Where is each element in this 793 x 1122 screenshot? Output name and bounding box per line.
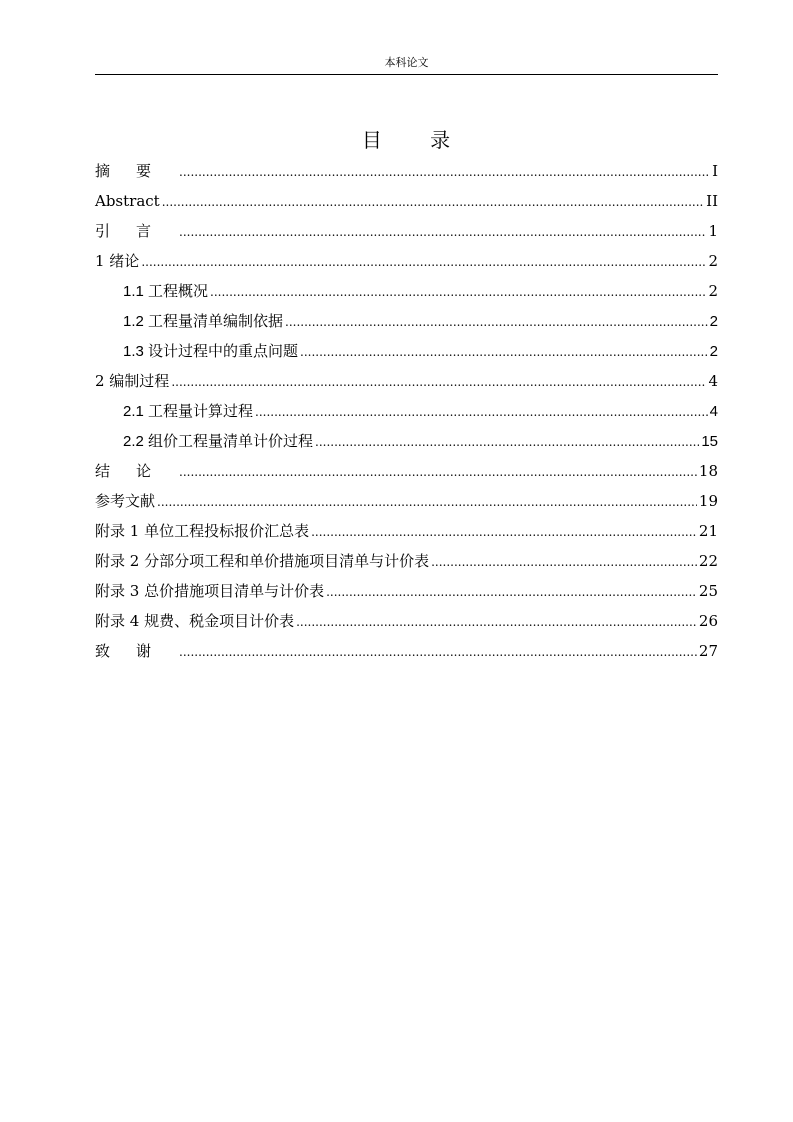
toc-entry-page: II [706,192,718,210]
toc-dot-leader [431,546,697,577]
toc-entry-page: 2 [709,313,718,330]
toc-dot-leader [300,336,708,367]
toc-dot-leader [179,636,697,667]
toc-entry-label: 1.3 设计过程中的重点问题 [123,343,299,360]
toc-dot-leader [210,276,706,307]
toc-entry-label: 引言 [95,222,178,240]
toc-entry-page: 15 [701,433,718,450]
toc-dot-leader [162,186,704,217]
toc-entry-label: 1.2 工程量清单编制依据 [123,313,284,330]
toc-entry-appendix-1[interactable] [95,516,718,546]
toc-entry-page: 19 [698,492,718,510]
toc-entry-page: 27 [698,642,718,660]
toc-entry-acknowledgements[interactable] [95,636,718,666]
toc-entry-section-2-1[interactable] [95,396,718,426]
toc-entry-page: 22 [698,552,718,570]
toc-entry-label: 1 绪论 [95,252,140,270]
toc-entry-label: 2 编制过程 [95,372,170,390]
toc-dot-leader [157,486,697,517]
toc-entry-section-1-3[interactable] [95,336,718,366]
toc-entry-page: 4 [709,403,718,420]
toc-dot-leader [141,246,706,277]
toc-dot-leader [311,516,697,547]
toc-entry-chapter-2[interactable] [95,366,718,396]
toc-entry-chapter-1[interactable] [95,246,718,276]
toc-entry-abstract-en[interactable] [95,186,718,216]
toc-entry-label: 附录 3 总价措施项目清单与计价表 [95,582,325,600]
toc-dot-leader [179,156,710,187]
toc-dot-leader [296,606,697,637]
toc-entry-label: 2.1 工程量计算过程 [123,403,254,420]
toc-dot-leader [326,576,697,607]
toc-dot-leader [179,456,697,487]
toc-entry-page: 26 [698,612,718,630]
toc-dot-leader [171,366,706,397]
toc-entry-label: 摘要 [95,162,178,180]
toc-entry-section-2-2[interactable] [95,426,718,456]
toc-entry-label: 附录 2 分部分项工程和单价措施项目清单与计价表 [95,552,430,570]
toc-entry-conclusion[interactable] [95,456,718,486]
toc-entry-page: I [712,162,718,180]
toc-title: 目 录 [361,128,452,152]
toc-entry-page: 2 [708,252,718,270]
toc-entry-introduction[interactable] [95,216,718,246]
header-rule [95,74,718,75]
toc-entry-label: 参考文献 [95,492,156,510]
toc-entry-label: 附录 4 规费、税金项目计价表 [95,612,295,630]
toc-entry-label: 2.2 组价工程量清单计价过程 [123,433,314,450]
toc-dot-leader [315,426,699,457]
toc-entry-page: 25 [698,582,718,600]
toc-entry-label: 1.1 工程概况 [123,283,209,300]
toc-entry-section-1-2[interactable] [95,306,718,336]
toc-dot-leader [255,396,708,427]
toc-entry-appendix-3[interactable] [95,576,718,606]
toc-entry-label: 附录 1 单位工程投标报价汇总表 [95,522,310,540]
toc-entry-page: 21 [698,522,718,540]
toc-dot-leader [179,216,706,247]
toc-entry-appendix-2[interactable] [95,546,718,576]
toc-entry-section-1-1[interactable] [95,276,718,306]
toc-entry-appendix-4[interactable] [95,606,718,636]
toc-entry-page: 2 [708,282,718,300]
table-of-contents [95,156,718,666]
toc-entry-page: 18 [698,462,718,480]
toc-dot-leader [285,306,708,337]
toc-entry-page: 4 [708,372,718,390]
running-header: 本科论文 [384,56,429,69]
toc-entry-label: 结论 [95,462,178,480]
toc-entry-label: Abstract [95,192,160,210]
toc-entry-page: 1 [708,222,718,240]
toc-entry-page: 2 [709,343,718,360]
toc-entry-abstract-cn[interactable] [95,156,718,186]
toc-entry-references[interactable] [95,486,718,516]
toc-entry-label: 致谢 [95,642,178,660]
